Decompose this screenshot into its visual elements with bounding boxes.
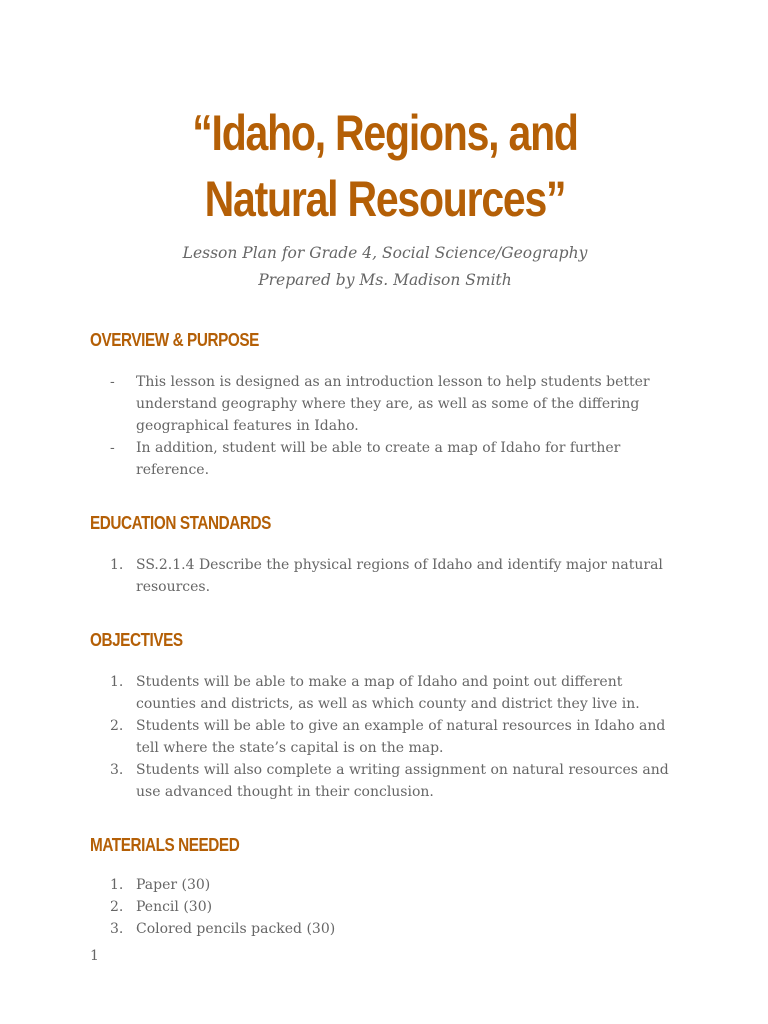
list-item	[90, 715, 680, 759]
number-marker: 2.	[110, 718, 124, 734]
list-item	[90, 554, 680, 598]
list-item	[90, 759, 680, 803]
number-marker: 1.	[110, 877, 124, 893]
list-item	[90, 896, 680, 918]
list-item-text: Paper (30)	[136, 877, 211, 893]
list-item	[90, 371, 680, 437]
document-title: “Idaho, Regions, and Natural Resources”	[192, 105, 578, 227]
page-number: 1	[90, 948, 99, 964]
subtitle-line-author: Prepared by Ms. Madison Smith	[258, 271, 512, 289]
materials-list	[90, 874, 680, 940]
subtitle-line-grade: Lesson Plan for Grade 4, Social Science/Geography	[182, 244, 588, 262]
objectives-list	[90, 671, 680, 803]
list-item-text: Students will also complete a writing assignment on natural resources and use advanced thought in their conclusion.	[136, 762, 669, 800]
number-marker: 3.	[110, 921, 124, 937]
list-item-text: Students will be able to make a map of Idaho and point out different counties and districts, as well as which county and district they live in.	[136, 674, 640, 712]
list-item-text: This lesson is designed as an introduction lesson to help students better understand geography where they are, as well as some of the differing geographical features in Idaho.	[136, 374, 650, 434]
list-item-text: Students will be able to give an example of natural resources in Idaho and tell where the state’s capital is on the map.	[136, 718, 666, 756]
standards-list	[90, 554, 680, 598]
materials-heading: MATERIALS NEEDED	[90, 835, 240, 855]
list-item-text: Pencil (30)	[136, 899, 213, 915]
number-marker: 2.	[110, 899, 124, 915]
document-subtitle	[90, 240, 680, 294]
number-marker: 1.	[110, 674, 124, 690]
objectives-heading: OBJECTIVES	[90, 630, 183, 650]
list-item	[90, 874, 680, 896]
number-marker: 3.	[110, 762, 124, 778]
number-marker: 1.	[110, 557, 124, 573]
document-page	[90, 100, 680, 940]
list-item	[90, 671, 680, 715]
list-item-text: In addition, student will be able to create a map of Idaho for further reference.	[136, 440, 621, 478]
overview-list	[90, 371, 680, 481]
list-item-text: SS.2.1.4 Describe the physical regions of Idaho and identify major natural resources.	[136, 557, 663, 595]
list-item	[90, 918, 680, 940]
dash-marker: -	[110, 374, 115, 390]
dash-marker: -	[110, 440, 115, 456]
overview-heading: OVERVIEW & PURPOSE	[90, 330, 259, 350]
list-item	[90, 437, 680, 481]
standards-heading: EDUCATION STANDARDS	[90, 513, 271, 533]
list-item-text: Colored pencils packed (30)	[136, 921, 336, 937]
